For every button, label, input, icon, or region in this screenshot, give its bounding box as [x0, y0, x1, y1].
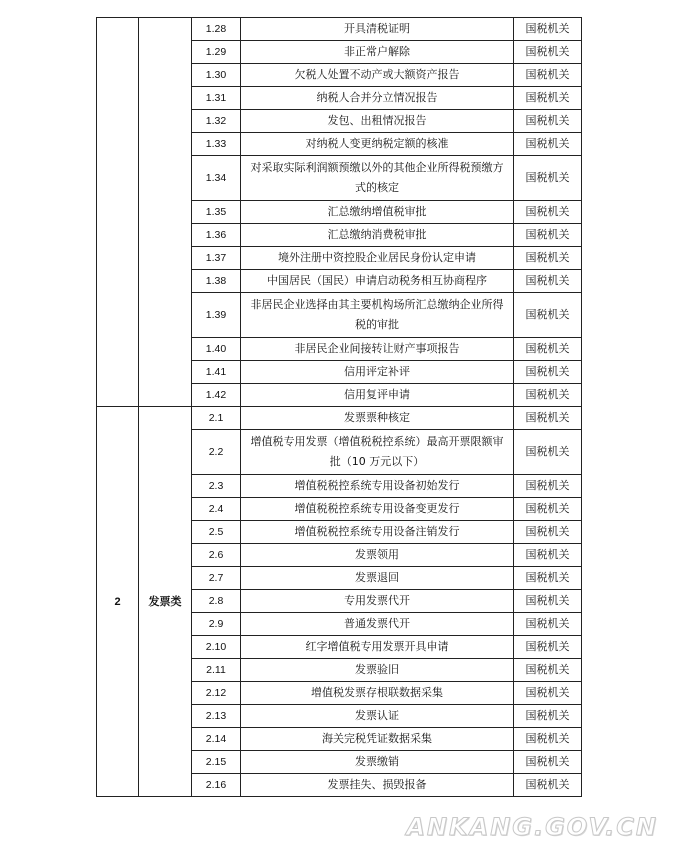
item-name-cell: 增值税专用发票（增值税税控系统）最高开票限额审批（10 万元以下）	[241, 430, 514, 475]
item-number-cell: 2.12	[192, 682, 241, 705]
agency-cell: 国税机关	[514, 521, 582, 544]
item-number-cell: 2.3	[192, 475, 241, 498]
item-number-cell: 1.36	[192, 224, 241, 247]
item-name-cell: 境外注册中资控股企业居民身份认定申请	[241, 247, 514, 270]
item-number-cell: 2.8	[192, 590, 241, 613]
item-name-cell: 非居民企业选择由其主要机构场所汇总缴纳企业所得税的审批	[241, 293, 514, 338]
agency-cell: 国税机关	[514, 475, 582, 498]
item-number-cell: 2.13	[192, 705, 241, 728]
item-number-cell: 1.30	[192, 64, 241, 87]
services-table	[96, 17, 582, 797]
item-name-cell: 普通发票代开	[241, 613, 514, 636]
agency-cell: 国税机关	[514, 384, 582, 407]
category-number-cell: 2	[97, 407, 139, 797]
agency-cell: 国税机关	[514, 659, 582, 682]
agency-cell: 国税机关	[514, 270, 582, 293]
item-name-cell: 发票领用	[241, 544, 514, 567]
item-number-cell: 1.42	[192, 384, 241, 407]
agency-cell: 国税机关	[514, 613, 582, 636]
item-name-cell: 发票退回	[241, 567, 514, 590]
agency-cell: 国税机关	[514, 498, 582, 521]
item-name-cell: 发票挂失、损毁报备	[241, 774, 514, 797]
item-name-cell: 信用复评申请	[241, 384, 514, 407]
item-name-cell: 增值税税控系统专用设备初始发行	[241, 475, 514, 498]
item-number-cell: 2.9	[192, 613, 241, 636]
item-name-cell: 增值税税控系统专用设备注销发行	[241, 521, 514, 544]
item-name-cell: 增值税发票存根联数据采集	[241, 682, 514, 705]
agency-cell: 国税机关	[514, 636, 582, 659]
category-number-cell	[97, 18, 139, 407]
agency-cell: 国税机关	[514, 682, 582, 705]
agency-cell: 国税机关	[514, 544, 582, 567]
item-name-cell: 中国居民（国民）申请启动税务相互协商程序	[241, 270, 514, 293]
agency-cell: 国税机关	[514, 224, 582, 247]
item-name-cell: 发票缴销	[241, 751, 514, 774]
item-number-cell: 1.37	[192, 247, 241, 270]
item-name-cell: 发票票种核定	[241, 407, 514, 430]
item-name-cell: 开具清税证明	[241, 18, 514, 41]
agency-cell: 国税机关	[514, 18, 582, 41]
agency-cell: 国税机关	[514, 247, 582, 270]
item-number-cell: 2.16	[192, 774, 241, 797]
agency-cell: 国税机关	[514, 201, 582, 224]
item-name-cell: 发票验旧	[241, 659, 514, 682]
agency-cell: 国税机关	[514, 407, 582, 430]
agency-cell: 国税机关	[514, 774, 582, 797]
item-number-cell: 1.41	[192, 361, 241, 384]
agency-cell: 国税机关	[514, 156, 582, 201]
agency-cell: 国税机关	[514, 430, 582, 475]
table-row	[97, 407, 582, 430]
item-name-cell: 发票认证	[241, 705, 514, 728]
item-name-cell: 增值税税控系统专用设备变更发行	[241, 498, 514, 521]
item-number-cell: 1.33	[192, 133, 241, 156]
item-number-cell: 2.14	[192, 728, 241, 751]
item-number-cell: 2.15	[192, 751, 241, 774]
item-name-cell: 红字增值税专用发票开具申请	[241, 636, 514, 659]
site-watermark: ANKANG.GOV.CN	[406, 813, 658, 841]
item-number-cell: 1.34	[192, 156, 241, 201]
agency-cell: 国税机关	[514, 338, 582, 361]
item-number-cell: 2.1	[192, 407, 241, 430]
category-name-cell	[139, 18, 192, 407]
item-number-cell: 1.28	[192, 18, 241, 41]
item-name-cell: 专用发票代开	[241, 590, 514, 613]
item-number-cell: 1.29	[192, 41, 241, 64]
agency-cell: 国税机关	[514, 590, 582, 613]
item-name-cell: 发包、出租情况报告	[241, 110, 514, 133]
agency-cell: 国税机关	[514, 64, 582, 87]
agency-cell: 国税机关	[514, 87, 582, 110]
item-name-cell: 非正常户解除	[241, 41, 514, 64]
item-name-cell: 对采取实际利润额预缴以外的其他企业所得税预缴方式的核定	[241, 156, 514, 201]
item-name-cell: 欠税人处置不动产或大额资产报告	[241, 64, 514, 87]
item-number-cell: 2.7	[192, 567, 241, 590]
item-number-cell: 1.38	[192, 270, 241, 293]
item-name-cell: 非居民企业间接转让财产事项报告	[241, 338, 514, 361]
item-name-cell: 信用评定补评	[241, 361, 514, 384]
agency-cell: 国税机关	[514, 751, 582, 774]
agency-cell: 国税机关	[514, 133, 582, 156]
agency-cell: 国税机关	[514, 728, 582, 751]
item-name-cell: 汇总缴纳增值税审批	[241, 201, 514, 224]
item-number-cell: 1.40	[192, 338, 241, 361]
item-number-cell: 1.31	[192, 87, 241, 110]
item-number-cell: 1.35	[192, 201, 241, 224]
category-name-cell: 发票类	[139, 407, 192, 797]
item-number-cell: 2.4	[192, 498, 241, 521]
item-name-cell: 海关完税凭证数据采集	[241, 728, 514, 751]
agency-cell: 国税机关	[514, 293, 582, 338]
table-row	[97, 18, 582, 41]
item-name-cell: 对纳税人变更纳税定额的核准	[241, 133, 514, 156]
agency-cell: 国税机关	[514, 110, 582, 133]
agency-cell: 国税机关	[514, 567, 582, 590]
item-number-cell: 2.11	[192, 659, 241, 682]
item-number-cell: 2.6	[192, 544, 241, 567]
item-number-cell: 2.10	[192, 636, 241, 659]
item-number-cell: 1.32	[192, 110, 241, 133]
item-number-cell: 2.2	[192, 430, 241, 475]
item-name-cell: 汇总缴纳消费税审批	[241, 224, 514, 247]
agency-cell: 国税机关	[514, 361, 582, 384]
item-name-cell: 纳税人合并分立情况报告	[241, 87, 514, 110]
item-number-cell: 1.39	[192, 293, 241, 338]
table-body	[97, 18, 582, 797]
agency-cell: 国税机关	[514, 41, 582, 64]
item-number-cell: 2.5	[192, 521, 241, 544]
agency-cell: 国税机关	[514, 705, 582, 728]
